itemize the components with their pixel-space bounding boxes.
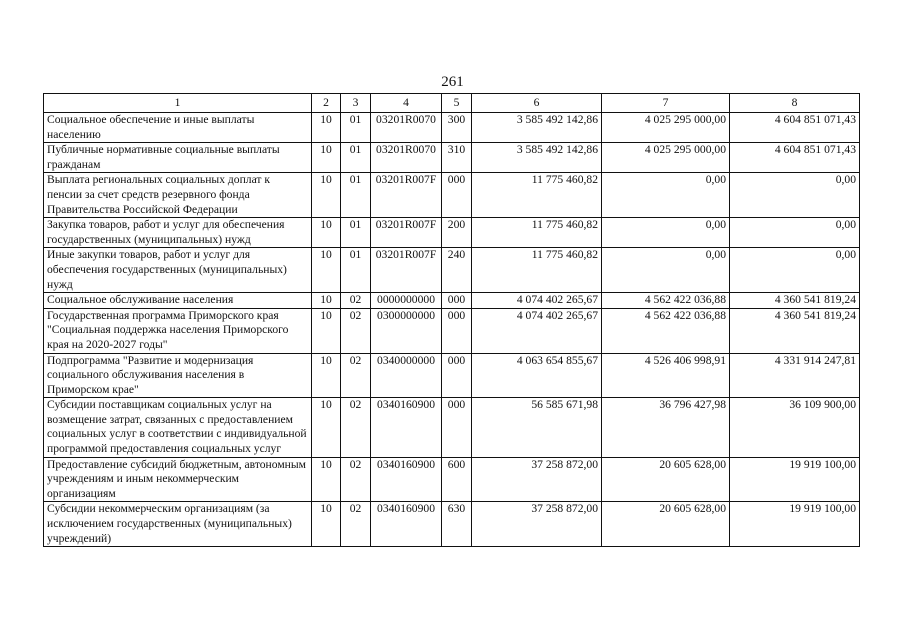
- row-name: Публичные нормативные социальные выплаты гражданам: [44, 143, 312, 173]
- row-subsection: 01: [341, 173, 371, 218]
- row-amount-col8: 36 109 900,00: [730, 398, 860, 457]
- row-amount-col7: 20 605 628,00: [602, 457, 730, 502]
- row-subsection: 02: [341, 398, 371, 457]
- table-row: [44, 457, 860, 502]
- row-amount-col6: 4 074 402 265,67: [472, 308, 602, 353]
- row-expense-type: 630: [442, 502, 472, 547]
- row-amount-col7: 4 526 406 998,91: [602, 353, 730, 398]
- row-amount-col7: 4 562 422 036,88: [602, 293, 730, 309]
- row-section: 10: [312, 353, 341, 398]
- table-row: [44, 308, 860, 353]
- table-row: [44, 293, 860, 309]
- row-name: Закупка товаров, работ и услуг для обеспечения государственных (муниципальных) нужд: [44, 218, 312, 248]
- budget-table: [43, 93, 860, 547]
- row-amount-col6: 56 585 671,98: [472, 398, 602, 457]
- row-amount-col8: 4 331 914 247,81: [730, 353, 860, 398]
- table-row: [44, 218, 860, 248]
- row-amount-col8: 0,00: [730, 218, 860, 248]
- header-col-2: 2: [312, 94, 341, 113]
- row-expense-type: 600: [442, 457, 472, 502]
- header-col-7: 7: [602, 94, 730, 113]
- header-col-5: 5: [442, 94, 472, 113]
- table-row: [44, 502, 860, 547]
- row-expense-type: 200: [442, 218, 472, 248]
- row-amount-col8: 4 360 541 819,24: [730, 293, 860, 309]
- row-name: Государственная программа Приморского края "Социальная поддержка населения Приморского края на 2020-2027 годы": [44, 308, 312, 353]
- row-expense-type: 000: [442, 173, 472, 218]
- row-section: 10: [312, 173, 341, 218]
- row-amount-col8: 4 604 851 071,43: [730, 143, 860, 173]
- row-subsection: 02: [341, 502, 371, 547]
- row-amount-col7: 20 605 628,00: [602, 502, 730, 547]
- row-subsection: 02: [341, 353, 371, 398]
- row-expense-type: 000: [442, 293, 472, 309]
- row-target-code: 0340160900: [371, 457, 442, 502]
- row-section: 10: [312, 218, 341, 248]
- row-target-code: 03201R007F: [371, 173, 442, 218]
- row-amount-col8: 19 919 100,00: [730, 457, 860, 502]
- row-expense-type: 000: [442, 353, 472, 398]
- row-target-code: 03201R0070: [371, 143, 442, 173]
- row-target-code: 03201R0070: [371, 113, 442, 143]
- row-name: Выплата региональных социальных доплат к пенсии за счет средств резервного фонда Правительства Российской Федерации: [44, 173, 312, 218]
- row-subsection: 02: [341, 457, 371, 502]
- header-col-3: 3: [341, 94, 371, 113]
- row-subsection: 01: [341, 248, 371, 293]
- row-amount-col7: 4 025 295 000,00: [602, 143, 730, 173]
- row-subsection: 01: [341, 143, 371, 173]
- row-amount-col6: 11 775 460,82: [472, 248, 602, 293]
- page-number: 261: [441, 74, 464, 90]
- row-amount-col7: 0,00: [602, 218, 730, 248]
- row-section: 10: [312, 293, 341, 309]
- row-target-code: 03201R007F: [371, 248, 442, 293]
- row-amount-col6: 37 258 872,00: [472, 457, 602, 502]
- row-target-code: 0300000000: [371, 308, 442, 353]
- row-subsection: 01: [341, 113, 371, 143]
- row-amount-col8: 4 604 851 071,43: [730, 113, 860, 143]
- row-section: 10: [312, 398, 341, 457]
- row-expense-type: 310: [442, 143, 472, 173]
- row-amount-col7: 4 562 422 036,88: [602, 308, 730, 353]
- row-target-code: 0000000000: [371, 293, 442, 309]
- row-amount-col7: 36 796 427,98: [602, 398, 730, 457]
- row-amount-col8: 0,00: [730, 248, 860, 293]
- row-subsection: 01: [341, 218, 371, 248]
- row-amount-col6: 3 585 492 142,86: [472, 113, 602, 143]
- row-amount-col7: 0,00: [602, 173, 730, 218]
- table-row: [44, 248, 860, 293]
- row-name: Предоставление субсидий бюджетным, автономным учреждениям и иным некоммерческим организациям: [44, 457, 312, 502]
- row-target-code: 03201R007F: [371, 218, 442, 248]
- row-expense-type: 000: [442, 398, 472, 457]
- row-amount-col7: 4 025 295 000,00: [602, 113, 730, 143]
- header-row: [44, 94, 860, 113]
- row-section: 10: [312, 502, 341, 547]
- row-amount-col6: 11 775 460,82: [472, 218, 602, 248]
- row-name: Подпрограмма "Развитие и модернизация социального обслуживания населения в Приморском крае": [44, 353, 312, 398]
- header-col-6: 6: [472, 94, 602, 113]
- row-name: Социальное обеспечение и иные выплаты населению: [44, 113, 312, 143]
- row-subsection: 02: [341, 308, 371, 353]
- row-section: 10: [312, 113, 341, 143]
- row-amount-col8: 19 919 100,00: [730, 502, 860, 547]
- row-amount-col6: 11 775 460,82: [472, 173, 602, 218]
- row-amount-col6: 37 258 872,00: [472, 502, 602, 547]
- table-body: [44, 113, 860, 547]
- row-section: 10: [312, 308, 341, 353]
- row-amount-col8: 4 360 541 819,24: [730, 308, 860, 353]
- row-expense-type: 300: [442, 113, 472, 143]
- table-row: [44, 113, 860, 143]
- row-amount-col8: 0,00: [730, 173, 860, 218]
- row-section: 10: [312, 457, 341, 502]
- row-name: Субсидии поставщикам социальных услуг на возмещение затрат, связанных с предоставлением социальных услуг в соответствии с индивидуальной программой предоставления социальных услуг: [44, 398, 312, 457]
- row-section: 10: [312, 143, 341, 173]
- row-target-code: 0340160900: [371, 502, 442, 547]
- row-subsection: 02: [341, 293, 371, 309]
- table-row: [44, 398, 860, 457]
- row-amount-col6: 3 585 492 142,86: [472, 143, 602, 173]
- row-target-code: 0340160900: [371, 398, 442, 457]
- row-amount-col6: 4 063 654 855,67: [472, 353, 602, 398]
- row-section: 10: [312, 248, 341, 293]
- row-name: Иные закупки товаров, работ и услуг для обеспечения государственных (муниципальных) нужд: [44, 248, 312, 293]
- row-name: Социальное обслуживание населения: [44, 293, 312, 309]
- row-expense-type: 240: [442, 248, 472, 293]
- row-target-code: 0340000000: [371, 353, 442, 398]
- table-header: [44, 94, 860, 113]
- table-row: [44, 173, 860, 218]
- table-row: [44, 353, 860, 398]
- header-col-1: 1: [44, 94, 312, 113]
- row-amount-col6: 4 074 402 265,67: [472, 293, 602, 309]
- row-amount-col7: 0,00: [602, 248, 730, 293]
- header-col-4: 4: [371, 94, 442, 113]
- table-row: [44, 143, 860, 173]
- row-name: Субсидии некоммерческим организациям (за исключением государственных (муниципальных) учреждений): [44, 502, 312, 547]
- header-col-8: 8: [730, 94, 860, 113]
- row-expense-type: 000: [442, 308, 472, 353]
